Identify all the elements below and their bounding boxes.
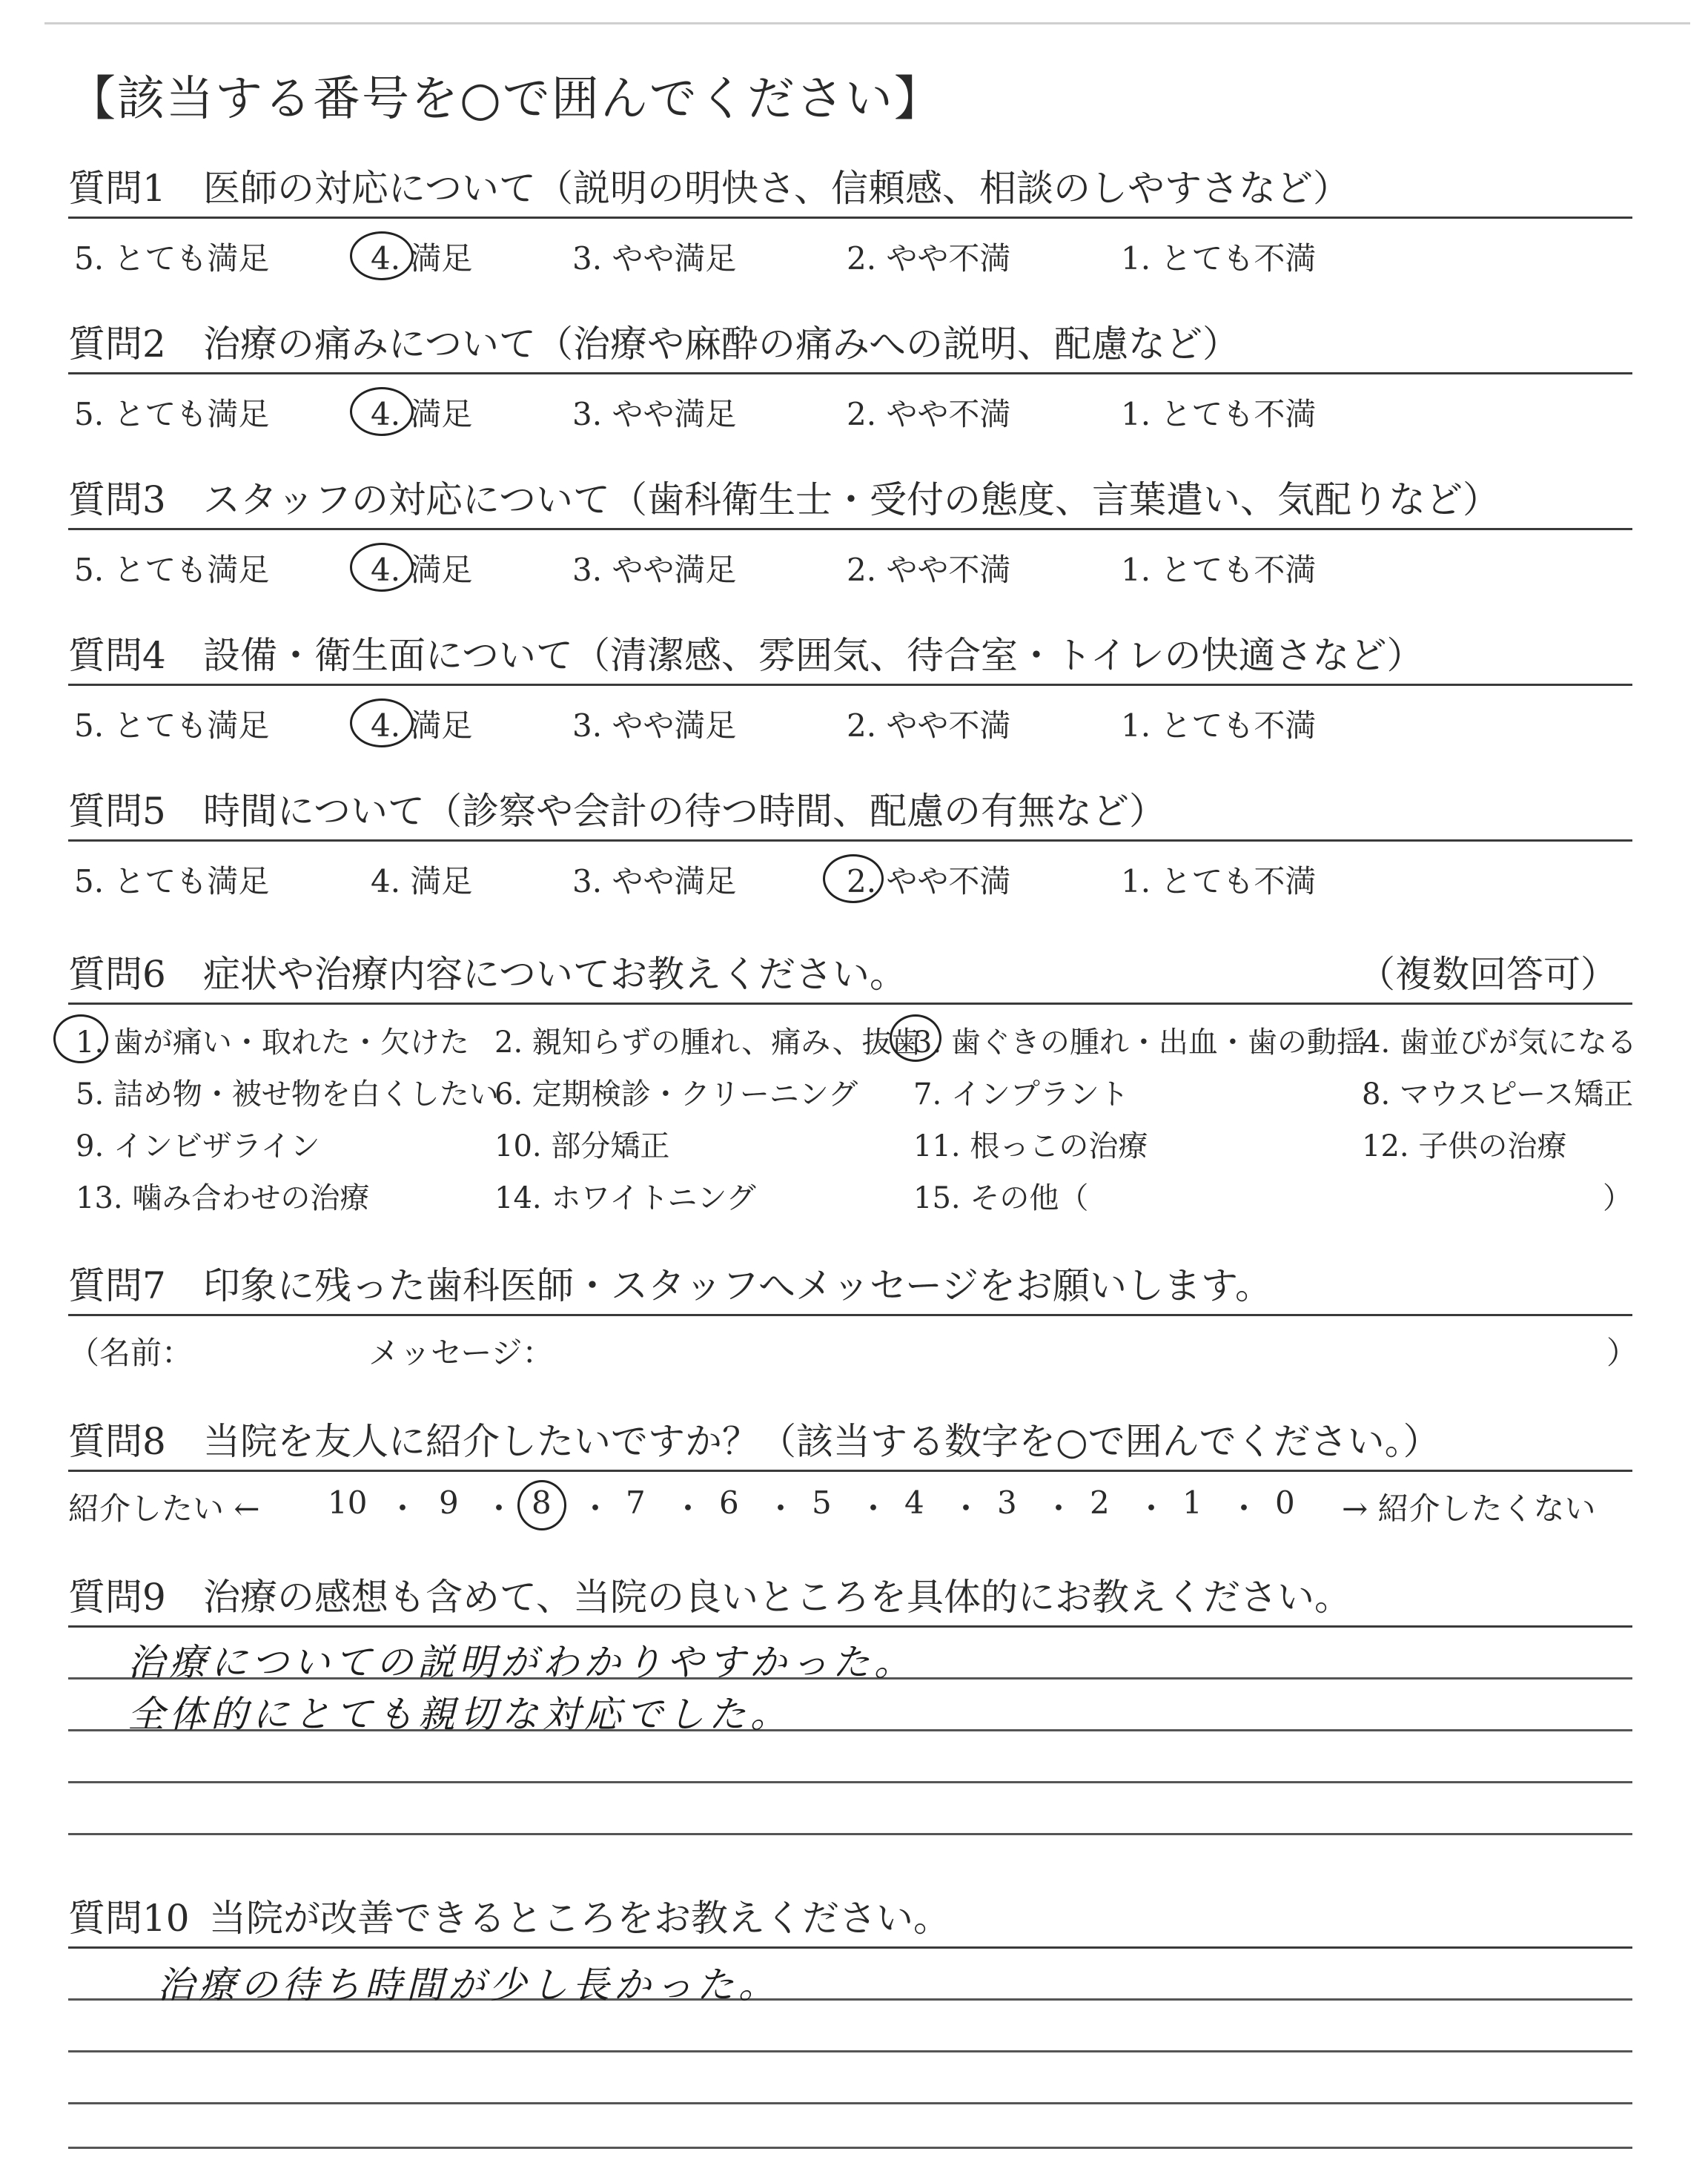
scale-separator: ・ bbox=[580, 1490, 612, 1527]
question-header bbox=[68, 313, 1632, 374]
question-header bbox=[68, 780, 1632, 842]
scale-8[interactable]: 8 bbox=[532, 1484, 552, 1521]
question-text: 当院が改善できるところをお教えください。 bbox=[209, 1897, 950, 1940]
selection-circle bbox=[890, 1014, 941, 1062]
question-10 bbox=[68, 1887, 1632, 2154]
question-header bbox=[68, 943, 1632, 1005]
rating-option-4[interactable]: 4. 満足 bbox=[371, 240, 473, 277]
scale-separator: ・ bbox=[483, 1490, 515, 1527]
rating-option-2[interactable]: 2. やや不満 bbox=[847, 240, 1011, 277]
rating-option-1[interactable]: 1. とても不満 bbox=[1121, 552, 1317, 588]
question-label: 質問7 bbox=[68, 1264, 166, 1307]
question-header bbox=[68, 469, 1632, 530]
question-text: 印象に残った歯科医師・スタッフへメッセージをお願いします。 bbox=[203, 1264, 1272, 1307]
rating-option-3[interactable]: 3. やや満足 bbox=[572, 396, 737, 432]
selection-circle bbox=[517, 1480, 566, 1530]
handwritten-answer: 全体的にとても親切な対応でした。 bbox=[128, 1693, 792, 1736]
question-header bbox=[68, 1887, 1632, 1949]
rating-option-1[interactable]: 1. とても不満 bbox=[1121, 707, 1317, 744]
selection-circle bbox=[823, 854, 884, 903]
symptom-option-12[interactable]: 12. 子供の治療 bbox=[1362, 1129, 1567, 1163]
question-label: 質問8 bbox=[68, 1420, 166, 1463]
selection-circle bbox=[350, 231, 414, 280]
rating-option-2[interactable]: 2. やや不満 bbox=[847, 552, 1011, 588]
message-label: メッセージ： bbox=[368, 1335, 554, 1371]
rating-option-5[interactable]: 5. とても満足 bbox=[74, 240, 270, 277]
scale-separator: ・ bbox=[672, 1490, 704, 1527]
scale-1[interactable]: 1 bbox=[1182, 1484, 1202, 1521]
question-text: 症状や治療内容についてお教えください。 bbox=[203, 953, 907, 996]
rating-option-5[interactable]: 5. とても満足 bbox=[74, 707, 270, 744]
question-label: 質問4 bbox=[68, 634, 166, 677]
question-text: 医師の対応について（説明の明快さ、信頼感、相談のしやすさなど） bbox=[203, 167, 1350, 210]
question-header bbox=[68, 157, 1632, 219]
question-text: 設備・衛生面について（清潔感、雰囲気、待合室・トイレの快適さなど） bbox=[203, 634, 1424, 677]
answer-line bbox=[68, 2102, 1632, 2104]
rating-option-5[interactable]: 5. とても満足 bbox=[74, 552, 270, 588]
scale-separator: ・ bbox=[1043, 1490, 1075, 1527]
page-title: 【該当する番号を○で囲んでください】 bbox=[68, 72, 943, 127]
rating-option-2[interactable]: 2. やや不満 bbox=[847, 707, 1011, 744]
rating-option-3[interactable]: 3. やや満足 bbox=[572, 552, 737, 588]
scale-separator: ・ bbox=[950, 1490, 982, 1527]
scale-4[interactable]: 4 bbox=[904, 1484, 924, 1521]
selection-circle bbox=[350, 698, 414, 747]
rating-option-4[interactable]: 4. 満足 bbox=[371, 396, 473, 432]
question-text: 治療の感想も含めて、当院の良いところを具体的にお教えください。 bbox=[203, 1576, 1351, 1619]
question-label: 質問2 bbox=[68, 323, 166, 366]
question-header bbox=[68, 1566, 1632, 1628]
scale-3[interactable]: 3 bbox=[997, 1484, 1017, 1521]
scale-separator: ・ bbox=[1136, 1490, 1168, 1527]
question-label: 質問5 bbox=[68, 790, 166, 833]
scale-separator: ・ bbox=[387, 1490, 419, 1527]
handwritten-answer: 治療についての説明がわかりやすかった。 bbox=[128, 1641, 916, 1684]
answer-line bbox=[68, 1781, 1632, 1783]
multiple-answer-note: （複数回答可） bbox=[1358, 953, 1618, 996]
symptom-option-4[interactable]: 4. 歯並びが気になる bbox=[1362, 1025, 1637, 1060]
rating-option-3[interactable]: 3. やや満足 bbox=[572, 240, 737, 277]
symptom-option-15[interactable]: 15. その他（ bbox=[913, 1181, 1089, 1215]
symptom-option-14[interactable]: 14. ホワイトニング bbox=[494, 1181, 756, 1215]
question-label: 質問10 bbox=[68, 1897, 190, 1940]
rating-option-1[interactable]: 1. とても不満 bbox=[1121, 240, 1317, 277]
symptom-option-3[interactable]: 3. 歯ぐきの腫れ・出血・歯の動揺 bbox=[913, 1025, 1366, 1060]
handwritten-answer: 治療の待ち時間が少し長かった。 bbox=[157, 1964, 780, 2007]
question-text: 当院を友人に紹介したいですか？（該当する数字を○で囲んでください。） bbox=[203, 1420, 1440, 1463]
answer-line bbox=[68, 1833, 1632, 1835]
scale-2[interactable]: 2 bbox=[1090, 1484, 1110, 1521]
answer-line bbox=[68, 2147, 1632, 2149]
symptom-option-5[interactable]: 5. 詰め物・被せ物を白くしたい bbox=[76, 1077, 499, 1112]
scale-9[interactable]: 9 bbox=[439, 1484, 459, 1521]
selection-circle bbox=[53, 1014, 108, 1063]
symptom-option-9[interactable]: 9. インビザライン bbox=[76, 1129, 320, 1163]
rating-option-5[interactable]: 5. とても満足 bbox=[74, 863, 270, 899]
question-label: 質問3 bbox=[68, 478, 166, 521]
recommend-left-label: 紹介したい ← bbox=[68, 1490, 260, 1527]
name-label: （名前： bbox=[68, 1335, 193, 1371]
rating-option-3[interactable]: 3. やや満足 bbox=[572, 863, 737, 899]
rating-option-4[interactable]: 4. 満足 bbox=[371, 707, 473, 744]
rating-option-1[interactable]: 1. とても不満 bbox=[1121, 396, 1317, 432]
symptom-option-11[interactable]: 11. 根っこの治療 bbox=[913, 1129, 1148, 1163]
answer-line bbox=[68, 2050, 1632, 2052]
scale-10[interactable]: 10 bbox=[328, 1484, 368, 1521]
scale-6[interactable]: 6 bbox=[719, 1484, 739, 1521]
question-header bbox=[68, 624, 1632, 686]
scale-separator: ・ bbox=[765, 1490, 797, 1527]
rating-option-2[interactable]: 2. やや不満 bbox=[847, 396, 1011, 432]
top-border bbox=[44, 22, 1690, 24]
scale-separator: ・ bbox=[858, 1490, 890, 1527]
symptom-option-7[interactable]: 7. インプラント bbox=[913, 1077, 1129, 1112]
recommend-right-label: → 紹介したくない bbox=[1342, 1490, 1596, 1527]
question-label: 質問6 bbox=[68, 953, 166, 996]
symptom-option-6[interactable]: 6. 定期検診・クリーニング bbox=[494, 1077, 858, 1112]
message-close-paren: ） bbox=[1606, 1335, 1638, 1371]
question-header bbox=[68, 1255, 1632, 1316]
scale-separator: ・ bbox=[1228, 1490, 1260, 1527]
scale-7[interactable]: 7 bbox=[626, 1484, 646, 1521]
scale-5[interactable]: 5 bbox=[812, 1484, 832, 1521]
rating-option-3[interactable]: 3. やや満足 bbox=[572, 707, 737, 744]
selection-circle bbox=[350, 387, 414, 436]
other-close-paren: ） bbox=[1603, 1181, 1632, 1215]
scale-0[interactable]: 0 bbox=[1275, 1484, 1295, 1521]
symptom-option-13[interactable]: 13. 噛み合わせの治療 bbox=[76, 1181, 370, 1215]
selection-circle bbox=[350, 543, 414, 592]
question-9 bbox=[68, 1566, 1632, 1863]
question-text: スタッフの対応について（歯科衛生士・受付の態度、言葉遣い、気配りなど） bbox=[203, 478, 1500, 521]
question-label: 質問1 bbox=[68, 167, 166, 210]
rating-option-2[interactable]: 2. やや不満 bbox=[847, 863, 1011, 899]
question-label: 質問9 bbox=[68, 1576, 166, 1619]
rating-option-4[interactable]: 4. 満足 bbox=[371, 863, 473, 899]
symptom-option-10[interactable]: 10. 部分矯正 bbox=[494, 1129, 670, 1163]
question-text: 時間について（診察や会計の待つ時間、配慮の有無など） bbox=[203, 790, 1166, 833]
symptom-option-1[interactable]: 1. 歯が痛い・取れた・欠けた bbox=[76, 1025, 469, 1060]
question-text: 治療の痛みについて（治療や麻酔の痛みへの説明、配慮など） bbox=[203, 323, 1239, 366]
rating-option-1[interactable]: 1. とても不満 bbox=[1121, 863, 1317, 899]
rating-option-5[interactable]: 5. とても満足 bbox=[74, 396, 270, 432]
symptom-option-8[interactable]: 8. マウスピース矯正 bbox=[1362, 1077, 1634, 1112]
rating-option-4[interactable]: 4. 満足 bbox=[371, 552, 473, 588]
symptom-option-2[interactable]: 2. 親知らずの腫れ、痛み、抜歯 bbox=[494, 1025, 921, 1060]
question-header bbox=[68, 1410, 1632, 1472]
